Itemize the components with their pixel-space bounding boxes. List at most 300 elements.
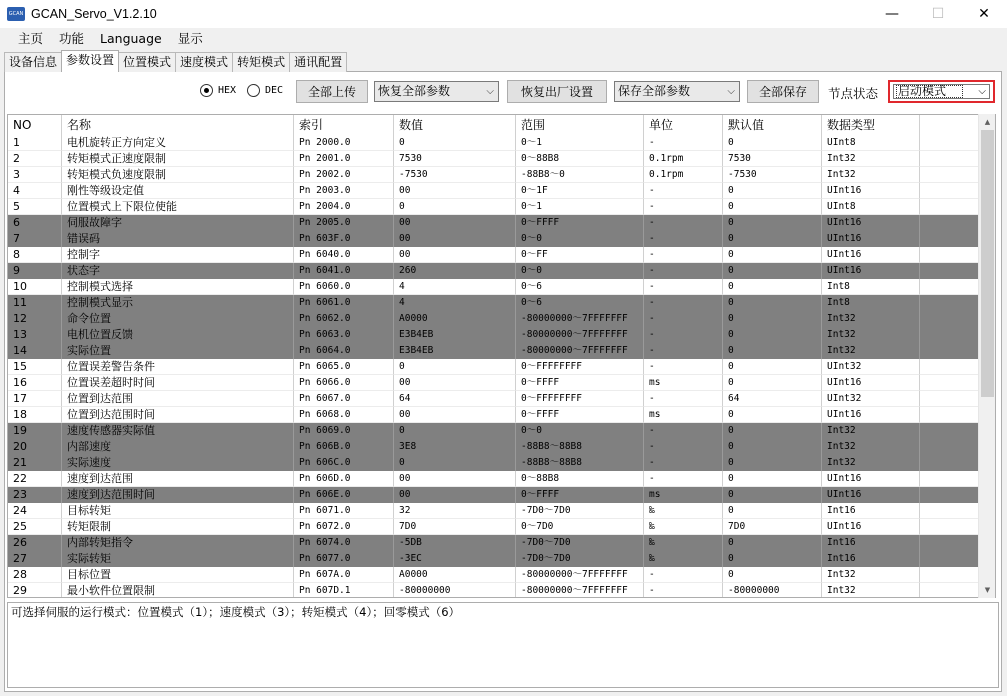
minimize-button[interactable]: — [885, 6, 899, 22]
cell-default: 7530 [723, 151, 822, 167]
cell-no: 20 [8, 439, 62, 455]
scroll-down-arrow-icon[interactable]: ▼ [984, 586, 991, 594]
menu-display[interactable]: 显示 [177, 31, 203, 46]
save-all-select-value: 保存全部参数 [618, 84, 691, 98]
hex-radio-label: HEX [218, 85, 237, 96]
table-row[interactable] [8, 183, 980, 199]
cell-unit: - [644, 455, 723, 471]
cell-default: 0 [723, 183, 822, 199]
cell-filler [920, 503, 980, 519]
table-row[interactable] [8, 567, 980, 583]
header-index[interactable]: 索引 [294, 115, 394, 135]
cell-value[interactable]: 00 [394, 231, 516, 247]
cell-name: 伺服故障字 [62, 215, 294, 231]
cell-default: 0 [723, 535, 822, 551]
cell-no: 11 [8, 295, 62, 311]
cell-index: Pn 6068.0 [294, 407, 394, 423]
cell-index: Pn 606D.0 [294, 471, 394, 487]
cell-default: 0 [723, 295, 822, 311]
cell-name: 目标转矩 [62, 503, 294, 519]
cell-value[interactable]: 4 [394, 295, 516, 311]
cell-name: 最小软件位置限制 [62, 583, 294, 598]
table-row[interactable] [8, 199, 980, 215]
cell-no: 14 [8, 343, 62, 359]
cell-filler [920, 183, 980, 199]
cell-no: 26 [8, 535, 62, 551]
cell-index: Pn 606B.0 [294, 439, 394, 455]
table-row[interactable] [8, 279, 980, 295]
cell-index: Pn 2000.0 [294, 135, 394, 151]
title-bar [0, 0, 1007, 28]
cell-index: Pn 6069.0 [294, 423, 394, 439]
cell-name: 转矩模式负速度限制 [62, 167, 294, 183]
cell-index: Pn 6041.0 [294, 263, 394, 279]
table-header [8, 115, 980, 135]
parameter-table [7, 114, 996, 598]
cell-data-type: Int32 [822, 327, 920, 343]
cell-index: Pn 6067.0 [294, 391, 394, 407]
cell-filler [920, 247, 980, 263]
cell-data-type: Int32 [822, 167, 920, 183]
cell-value[interactable]: E3B4EB [394, 327, 516, 343]
scroll-up-arrow-icon[interactable]: ▲ [984, 118, 991, 126]
cell-data-type: Int16 [822, 535, 920, 551]
cell-range: -80000000～7FFFFFFF [516, 311, 644, 327]
table-row[interactable] [8, 503, 980, 519]
cell-no: 13 [8, 327, 62, 343]
cell-default: 0 [723, 487, 822, 503]
cell-index: Pn 6074.0 [294, 535, 394, 551]
header-unit[interactable]: 单位 [644, 115, 723, 135]
cell-value[interactable]: 64 [394, 391, 516, 407]
cell-filler [920, 455, 980, 471]
menu-bar [0, 28, 1007, 50]
cell-data-type: UInt16 [822, 183, 920, 199]
cell-data-type: UInt8 [822, 135, 920, 151]
cell-unit: - [644, 391, 723, 407]
cell-range: -80000000～7FFFFFFF [516, 583, 644, 598]
cell-no: 3 [8, 167, 62, 183]
cell-no: 29 [8, 583, 62, 598]
menu-language[interactable]: Language [100, 31, 162, 46]
cell-data-type: UInt16 [822, 407, 920, 423]
cell-value[interactable]: E3B4EB [394, 343, 516, 359]
window-title: GCAN_Servo_V1.2.10 [31, 7, 157, 21]
cell-range: 0～FFFFFFFF [516, 359, 644, 375]
cell-index: Pn 6065.0 [294, 359, 394, 375]
cell-value[interactable]: 4 [394, 279, 516, 295]
cell-name: 位置到达范围时间 [62, 407, 294, 423]
cell-value[interactable]: A0000 [394, 311, 516, 327]
cell-unit: - [644, 343, 723, 359]
restore-all-select[interactable] [374, 81, 499, 102]
cell-value[interactable]: -5DB [394, 535, 516, 551]
cell-default: -7530 [723, 167, 822, 183]
cell-value[interactable]: 260 [394, 263, 516, 279]
cell-value[interactable]: 3E8 [394, 439, 516, 455]
table-row[interactable] [8, 439, 980, 455]
cell-value[interactable]: 00 [394, 183, 516, 199]
cell-index: Pn 6064.0 [294, 343, 394, 359]
cell-default: 0 [723, 327, 822, 343]
tab-device-info[interactable]: 设备信息 [4, 52, 62, 72]
cell-range: -7D0～7D0 [516, 503, 644, 519]
table-row[interactable] [8, 295, 980, 311]
cell-data-type: UInt16 [822, 471, 920, 487]
cell-unit: ‰ [644, 519, 723, 535]
cell-range: 0～1 [516, 199, 644, 215]
cell-value[interactable]: 00 [394, 215, 516, 231]
cell-name: 位置模式上下限位使能 [62, 199, 294, 215]
cell-index: Pn 606C.0 [294, 455, 394, 471]
cell-value[interactable]: -7530 [394, 167, 516, 183]
save-all-select[interactable] [614, 81, 740, 102]
cell-index: Pn 2005.0 [294, 215, 394, 231]
cell-default: 0 [723, 375, 822, 391]
cell-range: 0～1F [516, 183, 644, 199]
cell-index: Pn 6061.0 [294, 295, 394, 311]
cell-no: 8 [8, 247, 62, 263]
cell-no: 24 [8, 503, 62, 519]
node-state-value: 启动模式 [896, 85, 963, 98]
cell-name: 状态字 [62, 263, 294, 279]
cell-filler [920, 471, 980, 487]
cell-data-type: Int32 [822, 423, 920, 439]
cell-unit: - [644, 583, 723, 598]
cell-value[interactable]: -80000000 [394, 583, 516, 598]
cell-unit: - [644, 295, 723, 311]
cell-unit: - [644, 471, 723, 487]
cell-index: Pn 6060.0 [294, 279, 394, 295]
cell-unit: - [644, 135, 723, 151]
cell-value[interactable]: A0000 [394, 567, 516, 583]
cell-range: 0～0 [516, 231, 644, 247]
table-row[interactable] [8, 247, 980, 263]
dec-radio[interactable] [247, 84, 283, 97]
cell-unit: - [644, 439, 723, 455]
cell-index: Pn 2002.0 [294, 167, 394, 183]
table-row[interactable] [8, 135, 980, 151]
cell-name: 速度到达范围 [62, 471, 294, 487]
cell-value[interactable]: 0 [394, 199, 516, 215]
cell-filler [920, 583, 980, 598]
cell-data-type: Int8 [822, 279, 920, 295]
table-row[interactable] [8, 151, 980, 167]
cell-filler [920, 327, 980, 343]
cell-no: 4 [8, 183, 62, 199]
window-controls [869, 0, 1007, 28]
header-value[interactable]: 数值 [394, 115, 516, 135]
cell-filler [920, 135, 980, 151]
cell-data-type: Int32 [822, 583, 920, 598]
cell-range: 0～FF [516, 247, 644, 263]
cell-data-type: UInt16 [822, 487, 920, 503]
table-scrollbar[interactable] [978, 114, 995, 598]
cell-name: 目标位置 [62, 567, 294, 583]
cell-no: 7 [8, 231, 62, 247]
tab-speed-mode[interactable]: 速度模式 [175, 52, 233, 72]
radio-checked-icon [200, 84, 213, 97]
cell-value[interactable]: 7D0 [394, 519, 516, 535]
cell-data-type: UInt16 [822, 247, 920, 263]
cell-range: -88B8～88B8 [516, 455, 644, 471]
cell-value[interactable]: 0 [394, 455, 516, 471]
cell-data-type: UInt16 [822, 263, 920, 279]
cell-index: Pn 6066.0 [294, 375, 394, 391]
cell-range: 0～FFFF [516, 215, 644, 231]
cell-default: 7D0 [723, 519, 822, 535]
cell-default: 0 [723, 567, 822, 583]
cell-default: 0 [723, 359, 822, 375]
cell-value[interactable]: -3EC [394, 551, 516, 567]
factory-reset-button[interactable]: 恢复出厂设置 [507, 80, 607, 103]
table-row[interactable] [8, 519, 980, 535]
cell-data-type: UInt32 [822, 359, 920, 375]
table-row[interactable] [8, 215, 980, 231]
cell-filler [920, 567, 980, 583]
cell-no: 25 [8, 519, 62, 535]
table-row[interactable] [8, 359, 980, 375]
cell-name: 转矩限制 [62, 519, 294, 535]
cell-unit: ms [644, 375, 723, 391]
tab-position-mode[interactable]: 位置模式 [118, 52, 176, 72]
cell-range: 0～6 [516, 279, 644, 295]
cell-range: 0～88B8 [516, 471, 644, 487]
table-row[interactable] [8, 471, 980, 487]
cell-value[interactable]: 0 [394, 359, 516, 375]
scrollbar-thumb[interactable] [981, 130, 994, 397]
cell-data-type: UInt32 [822, 391, 920, 407]
cell-value[interactable]: 0 [394, 135, 516, 151]
cell-range: -7D0～7D0 [516, 551, 644, 567]
cell-unit: ‰ [644, 503, 723, 519]
cell-default: 0 [723, 247, 822, 263]
table-row[interactable] [8, 423, 980, 439]
cell-data-type: UInt8 [822, 199, 920, 215]
cell-name: 内部转矩指令 [62, 535, 294, 551]
cell-filler [920, 295, 980, 311]
close-button[interactable]: ✕ [978, 6, 990, 22]
cell-unit: ‰ [644, 551, 723, 567]
cell-no: 28 [8, 567, 62, 583]
cell-filler [920, 535, 980, 551]
cell-no: 6 [8, 215, 62, 231]
cell-unit: ‰ [644, 535, 723, 551]
cell-data-type: Int8 [822, 295, 920, 311]
cell-data-type: UInt16 [822, 519, 920, 535]
cell-range: 0～FFFFFFFF [516, 391, 644, 407]
cell-range: -88B8～0 [516, 167, 644, 183]
cell-default: 0 [723, 135, 822, 151]
cell-default: 0 [723, 263, 822, 279]
cell-range: 0～0 [516, 423, 644, 439]
cell-default: 0 [723, 551, 822, 567]
cell-index: Pn 6040.0 [294, 247, 394, 263]
cell-value[interactable]: 00 [394, 375, 516, 391]
table-row[interactable] [8, 487, 980, 503]
table-row[interactable] [8, 455, 980, 471]
cell-index: Pn 6072.0 [294, 519, 394, 535]
cell-unit: - [644, 247, 723, 263]
cell-data-type: Int16 [822, 551, 920, 567]
table-row[interactable] [8, 343, 980, 359]
cell-name: 转矩模式正速度限制 [62, 151, 294, 167]
cell-name: 控制模式选择 [62, 279, 294, 295]
cell-default: 64 [723, 391, 822, 407]
cell-name: 控制字 [62, 247, 294, 263]
tab-torque-mode[interactable]: 转矩模式 [232, 52, 290, 72]
cell-filler [920, 151, 980, 167]
cell-data-type: UInt16 [822, 231, 920, 247]
cell-no: 5 [8, 199, 62, 215]
table-row[interactable] [8, 535, 980, 551]
cell-unit: 0.1rpm [644, 151, 723, 167]
cell-name: 电机位置反馈 [62, 327, 294, 343]
cell-value[interactable]: 7530 [394, 151, 516, 167]
parameter-description: 可选择伺服的运行模式：位置模式（1）；速度模式（3）；转矩模式（4）；回零模式（6） [7, 602, 999, 688]
cell-name: 位置误差超时时间 [62, 375, 294, 391]
table-row[interactable] [8, 391, 980, 407]
cell-unit: - [644, 215, 723, 231]
menu-function[interactable]: 功能 [59, 31, 85, 46]
header-no[interactable]: NO [8, 115, 62, 135]
cell-name: 速度到达范围时间 [62, 487, 294, 503]
node-state-select[interactable] [893, 84, 990, 99]
cell-default: 0 [723, 455, 822, 471]
cell-value[interactable]: 00 [394, 487, 516, 503]
table-row[interactable] [8, 327, 980, 343]
cell-name: 错误码 [62, 231, 294, 247]
header-range[interactable]: 范围 [516, 115, 644, 135]
cell-value[interactable]: 00 [394, 407, 516, 423]
cell-no: 12 [8, 311, 62, 327]
table-row[interactable] [8, 375, 980, 391]
cell-default: 0 [723, 439, 822, 455]
cell-unit: - [644, 423, 723, 439]
header-data-type[interactable]: 数据类型 [822, 115, 920, 135]
cell-value[interactable]: 00 [394, 471, 516, 487]
cell-unit: - [644, 359, 723, 375]
cell-unit: - [644, 199, 723, 215]
cell-unit: ms [644, 407, 723, 423]
cell-value[interactable]: 32 [394, 503, 516, 519]
cell-default: 0 [723, 231, 822, 247]
node-state-highlight [888, 80, 995, 103]
table-row[interactable] [8, 583, 980, 598]
cell-no: 17 [8, 391, 62, 407]
menu-home[interactable]: 主页 [18, 31, 44, 46]
cell-no: 16 [8, 375, 62, 391]
cell-no: 23 [8, 487, 62, 503]
cell-default: 0 [723, 423, 822, 439]
cell-unit: ms [644, 487, 723, 503]
table-row[interactable] [8, 263, 980, 279]
cell-range: -80000000～7FFFFFFF [516, 567, 644, 583]
cell-range: -7D0～7D0 [516, 535, 644, 551]
cell-index: Pn 6062.0 [294, 311, 394, 327]
tab-parameter-settings[interactable]: 参数设置 [61, 50, 119, 72]
cell-filler [920, 551, 980, 567]
table-row[interactable] [8, 167, 980, 183]
cell-no: 1 [8, 135, 62, 151]
hex-radio[interactable] [200, 84, 236, 97]
cell-data-type: Int32 [822, 311, 920, 327]
cell-filler [920, 487, 980, 503]
cell-no: 2 [8, 151, 62, 167]
cell-range: -80000000～7FFFFFFF [516, 327, 644, 343]
chevron-down-icon: ⌵ [727, 86, 735, 97]
cell-filler [920, 263, 980, 279]
cell-unit: - [644, 327, 723, 343]
cell-range: -80000000～7FFFFFFF [516, 343, 644, 359]
cell-unit: - [644, 231, 723, 247]
cell-name: 位置误差警告条件 [62, 359, 294, 375]
cell-filler [920, 167, 980, 183]
save-all-button[interactable]: 全部保存 [747, 80, 819, 103]
tab-communication-config[interactable]: 通讯配置 [289, 52, 347, 72]
radio-unchecked-icon [247, 84, 260, 97]
cell-default: 0 [723, 407, 822, 423]
tab-strip [4, 52, 346, 72]
table-row[interactable] [8, 407, 980, 423]
cell-name: 电机旋转正方向定义 [62, 135, 294, 151]
cell-name: 控制模式显示 [62, 295, 294, 311]
cell-no: 19 [8, 423, 62, 439]
cell-default: 0 [723, 199, 822, 215]
cell-index: Pn 6063.0 [294, 327, 394, 343]
cell-index: Pn 6077.0 [294, 551, 394, 567]
table-row[interactable] [8, 311, 980, 327]
toolbar [0, 80, 1007, 104]
cell-filler [920, 215, 980, 231]
cell-default: -80000000 [723, 583, 822, 598]
cell-no: 21 [8, 455, 62, 471]
header-default[interactable]: 默认值 [723, 115, 822, 135]
cell-range: 0～FFFF [516, 407, 644, 423]
cell-range: 0～7D0 [516, 519, 644, 535]
app-icon: GCAN [7, 7, 25, 21]
cell-no: 10 [8, 279, 62, 295]
cell-filler [920, 375, 980, 391]
node-state-label: 节点状态 [828, 86, 879, 101]
cell-range: 0～1 [516, 135, 644, 151]
table-row[interactable] [8, 231, 980, 247]
cell-filler [920, 231, 980, 247]
upload-all-button[interactable]: 全部上传 [296, 80, 368, 103]
cell-filler [920, 199, 980, 215]
chevron-down-icon: ⌵ [978, 86, 986, 97]
cell-index: Pn 607A.0 [294, 567, 394, 583]
cell-filler [920, 391, 980, 407]
cell-no: 27 [8, 551, 62, 567]
cell-name: 位置到达范围 [62, 391, 294, 407]
table-row[interactable] [8, 551, 980, 567]
cell-default: 0 [723, 503, 822, 519]
cell-data-type: Int32 [822, 151, 920, 167]
cell-default: 0 [723, 215, 822, 231]
cell-value[interactable]: 00 [394, 247, 516, 263]
cell-index: Pn 6071.0 [294, 503, 394, 519]
cell-filler [920, 343, 980, 359]
cell-unit: - [644, 279, 723, 295]
header-name[interactable]: 名称 [62, 115, 294, 135]
maximize-button[interactable]: ☐ [931, 6, 945, 22]
cell-unit: - [644, 311, 723, 327]
cell-no: 9 [8, 263, 62, 279]
cell-value[interactable]: 0 [394, 423, 516, 439]
cell-data-type: UInt16 [822, 375, 920, 391]
cell-index: Pn 2001.0 [294, 151, 394, 167]
